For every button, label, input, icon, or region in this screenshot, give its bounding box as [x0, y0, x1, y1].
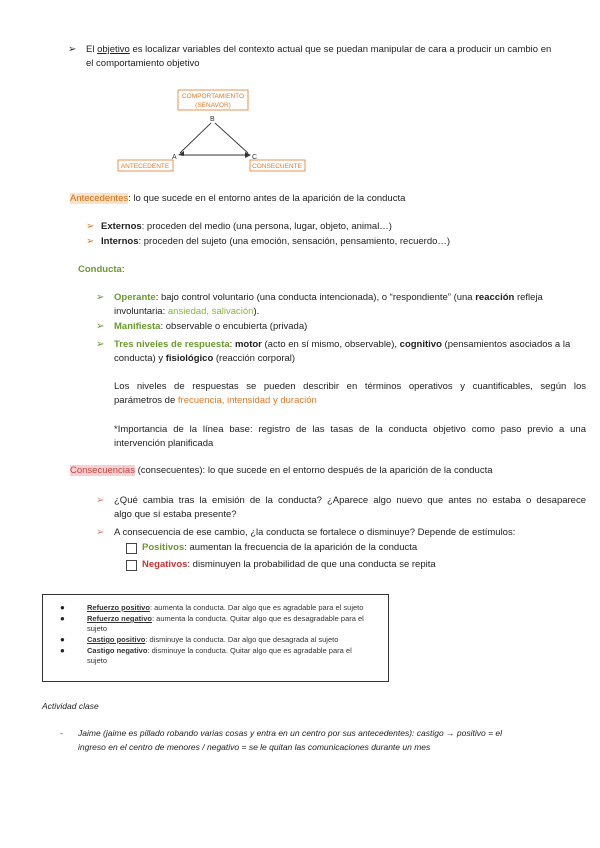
- fisiologico-term: fisiológico: [165, 353, 214, 364]
- operante-line2-end: ).: [253, 306, 260, 317]
- operante-text1: : bajo control voluntario (una conducta intencionada), o “respondiente” (una: [155, 292, 476, 303]
- internos-item: [101, 235, 450, 249]
- manifiesta-text: : observable o encubierta (privada): [160, 321, 308, 332]
- operante-reaccion: reacción: [475, 292, 515, 303]
- objetivo-word: objetivo: [97, 44, 130, 55]
- box-text: : disminuye la conducta. Dar algo que desagrada al sujeto: [145, 635, 339, 644]
- tres-niveles-t2: (pensamientos asociados a la: [441, 339, 571, 350]
- operante-bullet-icon: ➢: [96, 292, 105, 303]
- intro-prefix: El: [86, 44, 98, 55]
- conducta-title: Conducta: [78, 264, 122, 275]
- operante-text2: refleja: [514, 292, 543, 303]
- actividad-line1: Jaime (jaime es pillado robando varias cosas y entra en un centro por sus antecedentes): castigo → positivo = el: [78, 728, 503, 738]
- box-text: : disminuye la conducta. Quitar algo que es agradable para el: [147, 646, 352, 655]
- cognitivo-term: cognitivo: [399, 339, 442, 350]
- tres-niveles-line1: [114, 338, 570, 352]
- positivos-text: : aumentan la frecuencia de la aparición de la conducta: [184, 542, 418, 553]
- diagram-label-top-line1: COMPORTAMIENTO: [181, 93, 245, 100]
- internos-text: : proceden del sujeto (una emoción, sensación, pensamiento, recuerdo…): [138, 236, 451, 247]
- diagram-node-b: B: [210, 116, 215, 123]
- conducta-colon: :: [121, 264, 125, 275]
- box-text: : aumenta la conducta. Dar algo que es agradable para el sujeto: [149, 603, 364, 612]
- negativos-term: Negativos: [142, 559, 188, 570]
- box-text: : aumenta la conducta. Quitar algo que es desagradable para el: [152, 614, 364, 623]
- box-item-refuerzo-negativo: [87, 614, 377, 634]
- abc-triangle-diagram: [110, 85, 330, 180]
- consecuencias-title: Consecuencias: [70, 465, 135, 476]
- box-item-castigo-positivo: [87, 635, 377, 645]
- diagram-node-a: A: [172, 154, 177, 161]
- intro-line2: el comportamiento objetivo: [86, 58, 200, 69]
- consecuencias-desc: (consecuentes): lo que sucede en el entorno después de la aparición de la conducta: [134, 465, 493, 476]
- diagram-label-top-line2: (SENAVOR): [195, 102, 231, 109]
- box-cont: sujeto: [87, 624, 108, 633]
- consecuencias-heading: [70, 464, 493, 478]
- diagram-label-right: CONSECUENTE: [252, 163, 302, 170]
- box-bullet-icon: ●: [60, 603, 65, 612]
- externos-bullet-icon: ➢: [86, 221, 95, 232]
- niveles-p2-prefix: parámetros de: [114, 395, 178, 406]
- tres-niveles-term: Tres niveles de respuesta: [114, 339, 230, 350]
- niveles-paragraph-line1: Los niveles de respuestas se pueden describir en términos operativos y cuantificables, según los: [114, 381, 586, 392]
- operante-term: Operante: [114, 292, 156, 303]
- box-term: Castigo positivo: [87, 635, 146, 644]
- intro-line1-rest: es localizar variables del contexto actual que se puedan manipular de cara a producir un cambio en: [129, 44, 552, 55]
- diagram-edge-bc: [215, 123, 248, 153]
- tres-niveles-t1: (acto en sí mismo, observable),: [261, 339, 400, 350]
- operante-line1: [114, 291, 586, 305]
- externos-text: : proceden del medio (una persona, lugar, objeto, animal…): [141, 221, 392, 232]
- box-cont: sujeto: [87, 656, 108, 665]
- box-term: Refuerzo negativo: [87, 614, 153, 623]
- box-term: Castigo negativo: [87, 646, 148, 655]
- tres-niveles-bullet-icon: ➢: [96, 339, 105, 350]
- manifiesta-term: Manifiesta: [114, 321, 161, 332]
- diagram-label-left: ANTECEDENTE: [120, 163, 170, 170]
- tres-niveles-line2-prefix: conducta) y: [114, 353, 166, 364]
- refuerzo-castigo-box: [42, 594, 389, 682]
- manifiesta-bullet-icon: ➢: [96, 321, 105, 332]
- internos-bullet-icon: ➢: [86, 236, 95, 247]
- motor-term: motor: [234, 339, 262, 350]
- box-item-refuerzo-positivo: [87, 603, 377, 613]
- antecedentes-heading: [70, 192, 405, 206]
- q1-line2: algo que sí estaba presente?: [114, 509, 237, 520]
- positivos-term: Positivos: [142, 542, 185, 553]
- diagram-edge-ba: [180, 123, 211, 153]
- q2-line: A consecuencia de ese cambio, ¿la conducta se fortalece o disminuye? Depende de estímulos:: [114, 527, 516, 538]
- tres-niveles-colon: :: [229, 339, 235, 350]
- niveles-params: frecuencia, intensidad y duración: [177, 395, 317, 406]
- antecedentes-title: Antecedentes: [70, 193, 129, 204]
- q1-bullet-icon: ➢: [96, 495, 105, 506]
- niveles-paragraph-line2: [114, 394, 317, 408]
- externos-item: [101, 220, 392, 234]
- operante-line2-prefix: involuntaria:: [114, 306, 168, 317]
- positivos-checkbox[interactable]: [126, 543, 137, 554]
- manifiesta-item: [114, 320, 307, 334]
- q1-line1: ¿Qué cambia tras la emisión de la conducta? ¿Aparece algo nuevo que antes no estaba o desaparece: [114, 495, 586, 506]
- tres-niveles-line2: [114, 352, 295, 366]
- diagram-node-c: C: [252, 154, 258, 161]
- operante-line2: [114, 305, 259, 319]
- actividad-dash: -: [60, 728, 63, 738]
- actividad-title: Actividad clase: [42, 701, 99, 711]
- intro-paragraph: [86, 43, 586, 57]
- negativos-text: : disminuyen la probabilidad de que una conducta se repita: [187, 559, 436, 570]
- box-item-castigo-negativo: [87, 646, 377, 666]
- negativos-checkbox[interactable]: [126, 560, 137, 571]
- positivos-item: [142, 541, 417, 555]
- importancia-line2: intervención planificada: [114, 438, 214, 449]
- box-bullet-icon: ●: [60, 646, 65, 655]
- internos-term: Internos: [101, 236, 139, 247]
- importancia-line1: *Importancia de la línea base: registro de las tasas de la conducta objetivo como paso previo a una: [114, 424, 586, 435]
- negativos-item: [142, 558, 436, 572]
- q2-bullet-icon: ➢: [96, 527, 105, 538]
- tres-niveles-line2-rest: (reacción corporal): [213, 353, 296, 364]
- externos-term: Externos: [101, 221, 142, 232]
- box-bullet-icon: ●: [60, 614, 65, 623]
- intro-bullet-icon: ➢: [68, 44, 77, 55]
- actividad-line2: ingreso en el centro de menores / negativo = se le quitan las comunicaciones durante un mes: [78, 742, 431, 752]
- box-bullet-icon: ●: [60, 635, 65, 644]
- antecedentes-desc: : lo que sucede en el entorno antes de la aparición de la conducta: [128, 193, 406, 204]
- operante-examples: ansiedad, salivación: [167, 306, 254, 317]
- box-term: Refuerzo positivo: [87, 603, 150, 612]
- conducta-heading: [78, 263, 124, 277]
